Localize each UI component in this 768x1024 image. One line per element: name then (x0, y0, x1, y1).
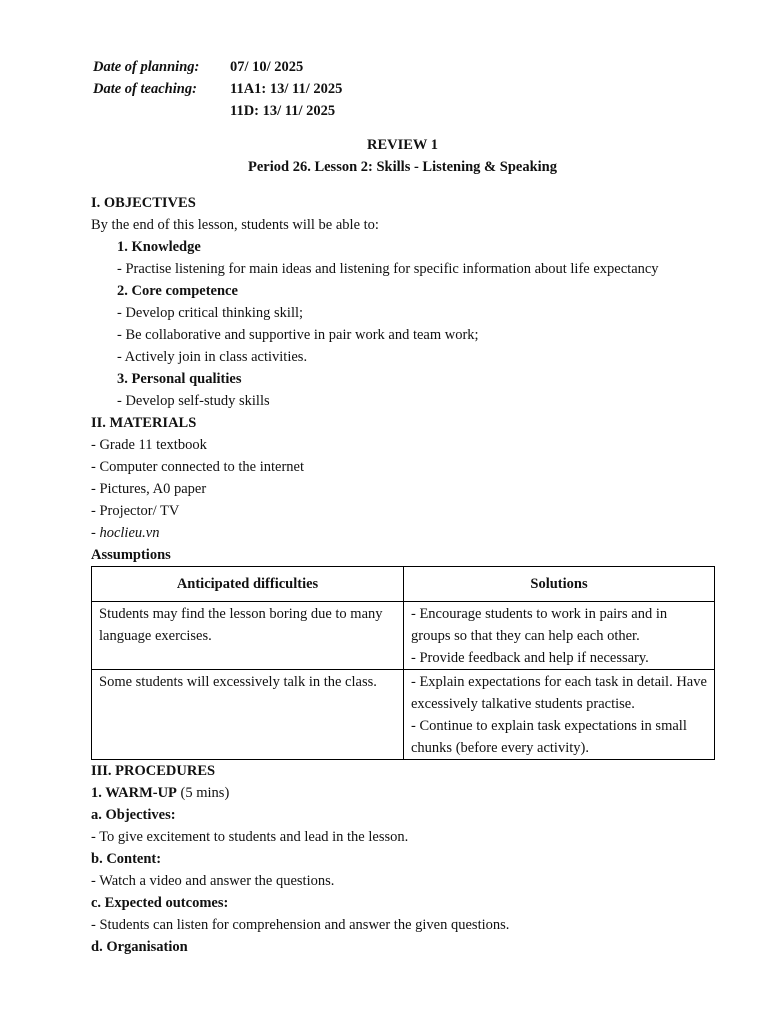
warmup-time: (5 mins) (176, 785, 230, 801)
lesson-plan-page (91, 56, 714, 958)
materials-item-prefix: - (91, 525, 100, 541)
date-of-teaching-value-1: 11A1: 13/ 11/ 2025 (230, 81, 343, 97)
solutions-cell (404, 670, 715, 760)
warmup-objectives-label: a. Objectives: (91, 807, 176, 823)
lesson-title: REVIEW 1 (366, 137, 439, 153)
difficulty-cell: Some students will excessively talk in the class. (92, 670, 404, 760)
materials-item (91, 522, 714, 544)
lesson-subtitle: Period 26. Lesson 2: Skills - Listening & Speaking (248, 159, 557, 175)
solution-line: - Continue to explain task expectations in small chunks (before every activity). (411, 718, 687, 756)
warmup-content-label: b. Content: (91, 851, 162, 867)
table-row (92, 602, 715, 670)
assumptions-table (91, 566, 715, 760)
objectives-intro: By the end of this lesson, students will be able to: (91, 217, 379, 233)
table-header-row (92, 567, 715, 602)
column-header-difficulties: Anticipated difficulties (92, 567, 404, 602)
warmup-heading: 1. WARM-UP (91, 785, 177, 801)
solution-line: - Encourage students to work in pairs and in groups so that they can help each other. (411, 606, 668, 644)
objectives-heading: I. OBJECTIVES (91, 195, 196, 211)
warmup-outcomes-text: - Students can listen for comprehension and answer the given questions. (91, 917, 510, 933)
core-competence-heading: 2. Core competence (117, 283, 238, 299)
warmup-content-text: - Watch a video and answer the questions. (91, 873, 335, 889)
dates-block (93, 56, 714, 122)
materials-item: - Pictures, A0 paper (91, 481, 207, 497)
materials-heading: II. MATERIALS (91, 415, 197, 431)
date-of-planning-value: 07/ 10/ 2025 (230, 59, 304, 75)
assumptions-heading: Assumptions (91, 547, 171, 563)
difficulty-cell: Students may find the lesson boring due to many language exercises. (92, 602, 404, 670)
procedures-heading: III. PROCEDURES (91, 763, 216, 779)
solution-line: - Provide feedback and help if necessary. (411, 650, 649, 666)
personal-qualities-heading: 3. Personal qualities (117, 371, 242, 387)
date-of-teaching-value-2: 11D: 13/ 11/ 2025 (230, 103, 336, 119)
warmup-objectives-text: - To give excitement to students and lead in the lesson. (91, 829, 409, 845)
core-item: - Be collaborative and supportive in pair work and team work; (117, 327, 479, 343)
core-item: - Actively join in class activities. (117, 349, 308, 365)
personal-item: - Develop self-study skills (117, 393, 270, 409)
solution-line: - Explain expectations for each task in detail. Have excessively talkative students practise. (411, 674, 707, 712)
solutions-cell (404, 602, 715, 670)
date-of-planning-label: Date of planning: (93, 59, 200, 75)
hoclieu-link-text: hoclieu.vn (99, 525, 160, 541)
materials-item: - Computer connected to the internet (91, 459, 304, 475)
table-row (92, 670, 715, 760)
knowledge-heading: 1. Knowledge (117, 239, 201, 255)
materials-item: - Grade 11 textbook (91, 437, 207, 453)
warmup-outcomes-label: c. Expected outcomes: (91, 895, 229, 911)
knowledge-item: - Practise listening for main ideas and listening for specific information about life expectancy (117, 261, 659, 277)
column-header-solutions: Solutions (404, 567, 715, 602)
warmup-organisation-label: d. Organisation (91, 939, 188, 955)
materials-item: - Projector/ TV (91, 503, 180, 519)
date-of-teaching-label: Date of teaching: (93, 81, 197, 97)
warmup-line (91, 782, 714, 804)
core-item: - Develop critical thinking skill; (117, 305, 304, 321)
